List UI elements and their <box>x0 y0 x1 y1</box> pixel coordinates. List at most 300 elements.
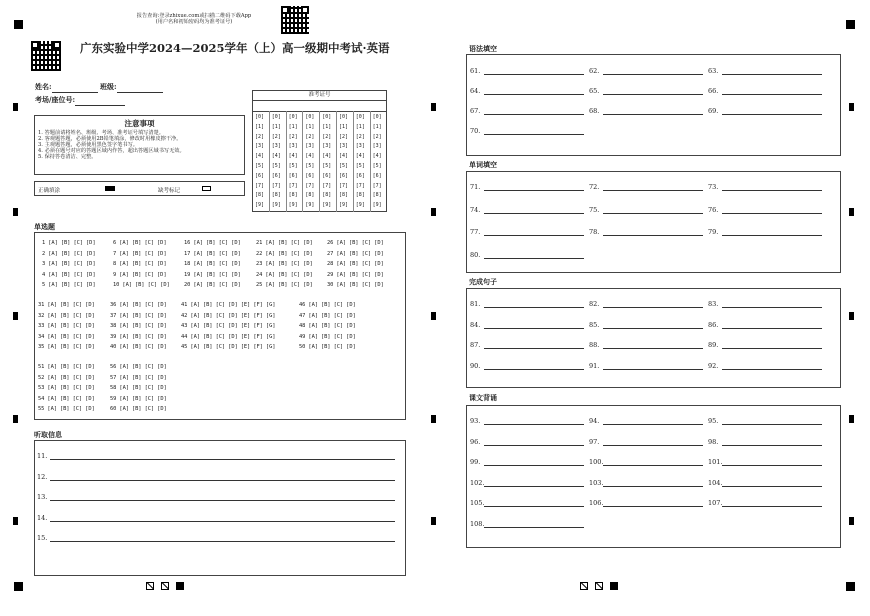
answer-line[interactable] <box>484 300 584 308</box>
fill-answer-row <box>708 479 822 487</box>
digit-bubble[interactable]: [8] <box>322 192 332 199</box>
digit-bubble[interactable]: [7] <box>271 182 281 189</box>
choice-question[interactable]: 30 [A] [B] [C] [D] <box>327 282 384 289</box>
choice-question[interactable]: 52 [A] [B] [C] [D] <box>38 374 95 381</box>
digit-bubble[interactable]: [8] <box>339 192 349 199</box>
digit-bubble[interactable]: [3] <box>355 143 365 150</box>
choice-question[interactable]: 36 [A] [B] [C] [D] <box>110 302 167 308</box>
answer-line[interactable] <box>603 341 703 349</box>
fill-answer-row <box>708 321 822 329</box>
answer-line[interactable] <box>603 479 703 487</box>
answer-line[interactable] <box>603 321 703 329</box>
digit-bubble[interactable]: [3] <box>271 143 281 150</box>
question-number: 64. <box>470 87 481 95</box>
digit-bubble[interactable]: [9] <box>288 202 298 209</box>
side-mark <box>13 415 18 423</box>
answer-line[interactable] <box>603 228 703 236</box>
fill-answer-row <box>708 458 822 466</box>
side-mark <box>13 208 18 216</box>
side-mark <box>431 312 436 320</box>
answer-line[interactable] <box>484 458 584 466</box>
answer-line[interactable] <box>484 183 584 191</box>
answer-line[interactable] <box>603 300 703 308</box>
choice-question[interactable]: 59 [A] [B] [C] [D] <box>110 395 167 402</box>
choice-question[interactable]: 58 [A] [B] [C] [D] <box>110 385 167 392</box>
digit-bubble[interactable]: [5] <box>305 163 315 169</box>
choice-question[interactable]: 23 [A] [B] [C] [D] <box>256 261 313 268</box>
digit-bubble[interactable]: [0] <box>255 114 265 120</box>
choice-question[interactable]: 55 [A] [B] [C] [D] <box>38 406 95 413</box>
digit-bubble[interactable]: [0] <box>271 114 281 120</box>
digit-bubble[interactable]: [4] <box>339 153 349 160</box>
digit-bubble[interactable]: [7] <box>322 182 332 189</box>
digit-bubble[interactable]: [2] <box>339 133 349 140</box>
answer-line[interactable] <box>722 417 822 425</box>
digit-bubble[interactable]: [4] <box>372 153 382 160</box>
missing-mark-checkbox[interactable] <box>202 186 211 191</box>
admission-digit-column <box>253 111 270 212</box>
answer-line[interactable] <box>50 473 395 481</box>
notice-list <box>38 130 244 160</box>
choice-question[interactable]: 40 [A] [B] [C] [D] <box>110 344 167 351</box>
side-mark <box>431 103 436 111</box>
answer-line[interactable] <box>722 499 822 507</box>
question-number: 11. <box>37 452 48 460</box>
question-number: 75. <box>589 205 600 214</box>
recite-box <box>466 405 841 548</box>
choice-question[interactable]: 24 [A] [B] [C] [D] <box>256 271 313 278</box>
question-number: 15. <box>37 534 48 543</box>
choice-question[interactable]: 22 [A] [B] [C] [D] <box>256 250 313 257</box>
question-number: 94. <box>589 417 600 425</box>
digit-bubble[interactable]: [3] <box>255 143 265 150</box>
fill-answer-row <box>470 107 584 115</box>
question-number: 14. <box>37 513 48 522</box>
answer-line[interactable] <box>722 438 822 446</box>
choice-question[interactable]: 2 [A] [B] [C] [D] <box>42 250 96 257</box>
digit-bubble[interactable]: [6] <box>339 172 349 179</box>
question-number: 88. <box>589 341 600 349</box>
question-number: 68. <box>589 107 600 115</box>
digit-bubble[interactable]: [1] <box>255 123 265 130</box>
answer-line[interactable] <box>603 417 703 425</box>
digit-bubble[interactable]: [1] <box>339 123 349 130</box>
choice-question[interactable]: 42 [A] [B] [C] [D] [E] [F] [G] <box>181 312 276 319</box>
choice-question[interactable]: 56 [A] [B] [C] [D] <box>110 364 167 370</box>
digit-bubble[interactable]: [7] <box>288 182 298 189</box>
answer-line[interactable] <box>722 300 822 308</box>
digit-bubble[interactable]: [2] <box>288 133 298 140</box>
answer-line[interactable] <box>722 67 822 75</box>
digit-bubble[interactable]: [6] <box>355 172 365 179</box>
corner-mark <box>846 582 855 591</box>
corner-mark <box>14 582 23 591</box>
choice-question[interactable]: 20 [A] [B] [C] [D] <box>184 282 241 289</box>
digit-bubble[interactable]: [0] <box>322 114 332 120</box>
question-number: 67. <box>470 107 481 115</box>
choice-question[interactable]: 16 [A] [B] [C] [D] <box>184 240 241 246</box>
digit-bubble[interactable]: [7] <box>339 182 349 189</box>
fill-answer-row <box>708 417 822 425</box>
choice-question[interactable]: 46 [A] [B] [C] [D] <box>299 302 356 308</box>
choice-question[interactable]: 49 [A] [B] [C] [D] <box>299 333 356 340</box>
fill-answer-row <box>708 300 822 308</box>
answer-line[interactable] <box>722 458 822 466</box>
fill-answer-row <box>470 438 584 446</box>
seat-label: 考场/座位号: <box>35 95 76 104</box>
choice-question[interactable]: 25 [A] [B] [C] [D] <box>256 282 313 289</box>
fill-answer-row <box>589 300 703 308</box>
digit-bubble[interactable]: [2] <box>305 133 315 140</box>
digit-bubble[interactable]: [0] <box>339 114 349 120</box>
choice-question[interactable]: 1 [A] [B] [C] [D] <box>42 240 96 246</box>
choice-question[interactable]: 29 [A] [B] [C] [D] <box>327 271 384 278</box>
question-number: 69. <box>708 107 719 115</box>
digit-bubble[interactable]: [6] <box>372 172 382 179</box>
answer-line[interactable] <box>722 479 822 487</box>
fill-answer-row <box>470 321 584 329</box>
choice-question[interactable]: 32 [A] [B] [C] [D] <box>38 312 95 319</box>
digit-bubble[interactable]: [3] <box>339 143 349 150</box>
admission-number-grid <box>252 90 387 212</box>
seat-field[interactable] <box>75 105 125 106</box>
fill-answer-row <box>708 499 822 507</box>
question-number: 95. <box>708 417 719 425</box>
student-info <box>35 80 163 106</box>
choice-question[interactable]: 53 [A] [B] [C] [D] <box>38 385 95 392</box>
correct-fill-sample <box>105 186 115 191</box>
fill-answer-row <box>589 67 703 75</box>
choice-question[interactable]: 18 [A] [B] [C] [D] <box>184 261 241 268</box>
answer-line[interactable] <box>603 362 703 370</box>
digit-bubble[interactable]: [3] <box>288 143 298 150</box>
answer-line[interactable] <box>722 206 822 214</box>
choice-question[interactable]: 41 [A] [B] [C] [D] [E] [F] [G] <box>181 302 276 308</box>
answer-line[interactable] <box>603 499 703 507</box>
question-number: 86. <box>708 320 719 329</box>
question-number: 79. <box>708 228 719 236</box>
question-number: 13. <box>37 493 48 502</box>
digit-bubble[interactable]: [4] <box>255 153 265 160</box>
digit-bubble[interactable]: [5] <box>288 163 298 169</box>
digit-bubble[interactable]: [4] <box>322 153 332 160</box>
digit-bubble[interactable]: [9] <box>322 202 332 209</box>
side-mark <box>13 517 18 525</box>
answer-line[interactable] <box>722 183 822 191</box>
digit-bubble[interactable]: [9] <box>355 202 365 209</box>
class-label: 班级: <box>100 82 117 91</box>
answer-line[interactable] <box>484 362 584 370</box>
digit-bubble[interactable]: [5] <box>355 163 365 169</box>
answer-line[interactable] <box>50 493 395 501</box>
choice-question[interactable]: 33 [A] [B] [C] [D] <box>38 323 95 330</box>
sentence-box <box>466 288 841 388</box>
admission-digit-column <box>303 111 320 212</box>
question-number: 91. <box>589 361 600 370</box>
answer-line[interactable] <box>603 438 703 446</box>
answer-line[interactable] <box>722 362 822 370</box>
digit-bubble[interactable]: [7] <box>355 182 365 189</box>
digit-bubble[interactable]: [4] <box>305 153 315 160</box>
cloze-fill-title: 语法填空 <box>469 45 497 53</box>
fill-answer-row <box>708 362 822 370</box>
digit-bubble[interactable]: [5] <box>271 163 281 169</box>
report-note-line2: (用户名和初始密码均为准考证号) <box>155 19 233 25</box>
digit-bubble[interactable]: [7] <box>255 182 265 189</box>
fill-answer-row <box>708 107 822 115</box>
digit-bubble[interactable]: [1] <box>355 123 365 130</box>
choice-question[interactable]: 27 [A] [B] [C] [D] <box>327 250 384 257</box>
digit-bubble[interactable]: [4] <box>355 153 365 160</box>
choice-question[interactable]: 38 [A] [B] [C] [D] <box>110 323 167 330</box>
digit-bubble[interactable]: [9] <box>271 202 281 209</box>
digit-bubble[interactable]: [1] <box>288 123 298 130</box>
fill-answer-row <box>470 251 584 259</box>
digit-bubble[interactable]: [1] <box>372 123 382 130</box>
digit-bubble[interactable]: [0] <box>305 114 315 120</box>
choice-question[interactable]: 17 [A] [B] [C] [D] <box>184 250 241 257</box>
fill-answer-row <box>589 321 703 329</box>
listening-answer-row <box>37 493 395 501</box>
answer-line[interactable] <box>484 228 584 236</box>
notice-item: 4. 必须在题号对应的答题区域内作答，超出答题区域书写无效。 <box>38 148 185 154</box>
digit-bubble[interactable]: [6] <box>322 172 332 179</box>
digit-bubble[interactable]: [8] <box>255 192 265 199</box>
fill-legend <box>34 181 245 196</box>
answer-line[interactable] <box>603 107 703 115</box>
digit-bubble[interactable]: [8] <box>355 192 365 199</box>
side-mark <box>849 517 854 525</box>
cloze-fill-box <box>466 54 841 156</box>
choice-question[interactable]: 37 [A] [B] [C] [D] <box>110 312 167 319</box>
digit-bubble[interactable]: [7] <box>372 182 382 189</box>
question-number: 74. <box>470 205 481 214</box>
admission-digit-column <box>371 111 388 212</box>
answer-line[interactable] <box>603 87 703 95</box>
digit-bubble[interactable]: [3] <box>322 143 332 150</box>
choice-question[interactable]: 10 [A] [B] [C] [D] <box>113 282 170 289</box>
fill-answer-row <box>589 499 703 507</box>
notice-item: 5. 保持答卷清洁、完整。 <box>38 154 97 160</box>
digit-bubble[interactable]: [3] <box>372 143 382 150</box>
admission-digit-column <box>270 111 287 212</box>
digit-bubble[interactable]: [2] <box>322 133 332 140</box>
answer-line[interactable] <box>484 417 584 425</box>
choice-question[interactable]: 39 [A] [B] [C] [D] <box>110 333 167 340</box>
choice-question[interactable]: 34 [A] [B] [C] [D] <box>38 333 95 340</box>
listening-answer-row <box>37 514 395 522</box>
fill-answer-row <box>708 438 822 446</box>
fill-answer-row <box>589 206 703 214</box>
choice-question[interactable]: 48 [A] [B] [C] [D] <box>299 323 356 330</box>
fill-answer-row <box>470 67 584 75</box>
question-number: 77. <box>470 228 481 236</box>
answer-line[interactable] <box>722 228 822 236</box>
answer-line[interactable] <box>484 341 584 349</box>
question-number: 89. <box>708 341 719 349</box>
digit-bubble[interactable]: [1] <box>322 123 332 130</box>
fill-answer-row <box>708 341 822 349</box>
choice-question[interactable]: 3 [A] [B] [C] [D] <box>42 261 96 268</box>
digit-bubble[interactable]: [8] <box>288 192 298 199</box>
answer-line[interactable] <box>603 67 703 75</box>
fill-answer-row <box>589 107 703 115</box>
digit-bubble[interactable]: [4] <box>288 153 298 160</box>
question-number: 85. <box>589 320 600 329</box>
choice-question[interactable]: 4 [A] [B] [C] [D] <box>42 271 96 278</box>
digit-bubble[interactable]: [2] <box>271 133 281 140</box>
digit-bubble[interactable]: [5] <box>322 163 332 169</box>
single-choice-title: 单选题 <box>34 223 55 231</box>
choice-question[interactable]: 45 [A] [B] [C] [D] [E] [F] [G] <box>181 344 276 351</box>
digit-bubble[interactable]: [0] <box>372 114 382 120</box>
answer-line[interactable] <box>484 87 584 95</box>
sentence-title: 完成句子 <box>469 278 497 286</box>
question-number: 63. <box>708 67 719 75</box>
fill-answer-row <box>470 183 584 191</box>
fill-answer-row <box>470 458 584 466</box>
answer-line[interactable] <box>484 127 584 135</box>
listening-answer-row <box>37 534 395 542</box>
choice-question[interactable]: 44 [A] [B] [C] [D] [E] [F] [G] <box>181 333 276 340</box>
question-number: 106. <box>589 499 604 507</box>
answer-line[interactable] <box>484 499 584 507</box>
choice-question[interactable]: 43 [A] [B] [C] [D] [E] [F] [G] <box>181 323 276 330</box>
digit-bubble[interactable]: [6] <box>255 172 265 179</box>
fill-answer-row <box>470 87 584 95</box>
choice-question[interactable]: 47 [A] [B] [C] [D] <box>299 312 356 319</box>
choice-question[interactable]: 51 [A] [B] [C] [D] <box>38 364 95 370</box>
answer-line[interactable] <box>484 520 584 528</box>
fill-answer-row <box>470 479 584 487</box>
page-mark-filled <box>610 582 618 590</box>
answer-line[interactable] <box>722 341 822 349</box>
digit-bubble[interactable]: [8] <box>305 192 315 199</box>
digit-bubble[interactable]: [8] <box>271 192 281 199</box>
answer-line[interactable] <box>484 107 584 115</box>
corner-mark <box>14 20 23 29</box>
fill-answer-row <box>589 341 703 349</box>
page-mark-crossed <box>580 582 588 590</box>
digit-bubble[interactable]: [7] <box>305 182 315 189</box>
choice-question[interactable]: 19 [A] [B] [C] [D] <box>184 271 241 278</box>
fill-answer-row <box>708 228 822 236</box>
choice-question[interactable]: 31 [A] [B] [C] [D] <box>38 302 95 308</box>
question-number: 76. <box>708 205 719 214</box>
question-number: 99. <box>470 458 481 466</box>
choice-question[interactable]: 6 [A] [B] [C] [D] <box>113 240 167 246</box>
side-mark <box>431 415 436 423</box>
choice-question[interactable]: 5 [A] [B] [C] [D] <box>42 282 96 289</box>
digit-bubble[interactable]: [6] <box>288 172 298 179</box>
digit-bubble[interactable]: [9] <box>305 202 315 209</box>
digit-bubble[interactable]: [2] <box>372 133 382 140</box>
answer-line[interactable] <box>722 321 822 329</box>
question-number: 65. <box>589 87 600 95</box>
choice-question[interactable]: 60 [A] [B] [C] [D] <box>110 406 167 413</box>
side-mark <box>849 208 854 216</box>
choice-question[interactable]: 21 [A] [B] [C] [D] <box>256 240 313 246</box>
fill-answer-row <box>589 438 703 446</box>
listening-title: 听取信息 <box>34 431 62 439</box>
answer-line[interactable] <box>50 534 395 542</box>
fill-answer-row <box>470 520 584 528</box>
digit-bubble[interactable]: [6] <box>271 172 281 179</box>
answer-line[interactable] <box>50 452 395 460</box>
choice-question[interactable]: 8 [A] [B] [C] [D] <box>113 261 167 268</box>
listening-answer-row <box>37 452 395 460</box>
answer-line[interactable] <box>484 479 584 487</box>
digit-bubble[interactable]: [9] <box>372 202 382 209</box>
question-number: 96. <box>470 437 481 446</box>
choice-question[interactable]: 7 [A] [B] [C] [D] <box>113 250 167 257</box>
answer-line[interactable] <box>722 107 822 115</box>
page-mark-crossed <box>161 582 169 590</box>
answer-line[interactable] <box>484 206 584 214</box>
digit-bubble[interactable]: [0] <box>355 114 365 120</box>
answer-line[interactable] <box>603 458 703 466</box>
choice-question[interactable]: 54 [A] [B] [C] [D] <box>38 395 95 402</box>
choice-question[interactable]: 9 [A] [B] [C] [D] <box>113 271 167 278</box>
fill-answer-row <box>470 499 584 507</box>
choice-question[interactable]: 35 [A] [B] [C] [D] <box>38 344 95 351</box>
side-mark <box>431 208 436 216</box>
digit-bubble[interactable]: [3] <box>305 143 315 150</box>
fill-answer-row <box>589 228 703 236</box>
digit-bubble[interactable]: [0] <box>288 114 298 120</box>
answer-line[interactable] <box>484 251 584 259</box>
question-number: 101. <box>708 458 723 466</box>
digit-bubble[interactable]: [2] <box>355 133 365 140</box>
report-note-line1: 报告查询:登录zhixue.com或扫描二维码下载App <box>136 13 252 19</box>
digit-bubble[interactable]: [1] <box>305 123 315 130</box>
question-number: 81. <box>470 300 481 308</box>
side-mark <box>13 103 18 111</box>
question-number: 70. <box>470 127 481 135</box>
question-number: 62. <box>589 67 600 75</box>
choice-question[interactable]: 50 [A] [B] [C] [D] <box>299 344 356 351</box>
fill-answer-row <box>470 228 584 236</box>
digit-bubble[interactable]: [5] <box>372 163 382 169</box>
digit-bubble[interactable]: [1] <box>271 123 281 130</box>
answer-line[interactable] <box>722 87 822 95</box>
side-mark <box>849 415 854 423</box>
digit-bubble[interactable]: [2] <box>255 133 265 140</box>
fill-answer-row <box>708 206 822 214</box>
digit-bubble[interactable]: [5] <box>255 163 265 169</box>
digit-bubble[interactable]: [9] <box>339 202 349 209</box>
fill-answer-row <box>589 362 703 370</box>
digit-bubble[interactable]: [4] <box>271 153 281 160</box>
answer-line[interactable] <box>50 514 395 522</box>
answer-line[interactable] <box>484 438 584 446</box>
answer-line[interactable] <box>603 206 703 214</box>
choice-question[interactable]: 26 [A] [B] [C] [D] <box>327 240 384 246</box>
digit-bubble[interactable]: [9] <box>255 202 265 209</box>
choice-question[interactable]: 28 [A] [B] [C] [D] <box>327 261 384 268</box>
choice-question[interactable]: 57 [A] [B] [C] [D] <box>110 374 167 381</box>
digit-bubble[interactable]: [6] <box>305 172 315 179</box>
page-mark-filled <box>176 582 184 590</box>
digit-bubble[interactable]: [8] <box>372 192 382 199</box>
question-number: 82. <box>589 300 600 308</box>
answer-line[interactable] <box>484 321 584 329</box>
answer-line[interactable] <box>603 183 703 191</box>
answer-line[interactable] <box>484 67 584 75</box>
question-number: 12. <box>37 472 48 481</box>
fill-answer-row <box>470 300 584 308</box>
digit-bubble[interactable]: [5] <box>339 163 349 169</box>
